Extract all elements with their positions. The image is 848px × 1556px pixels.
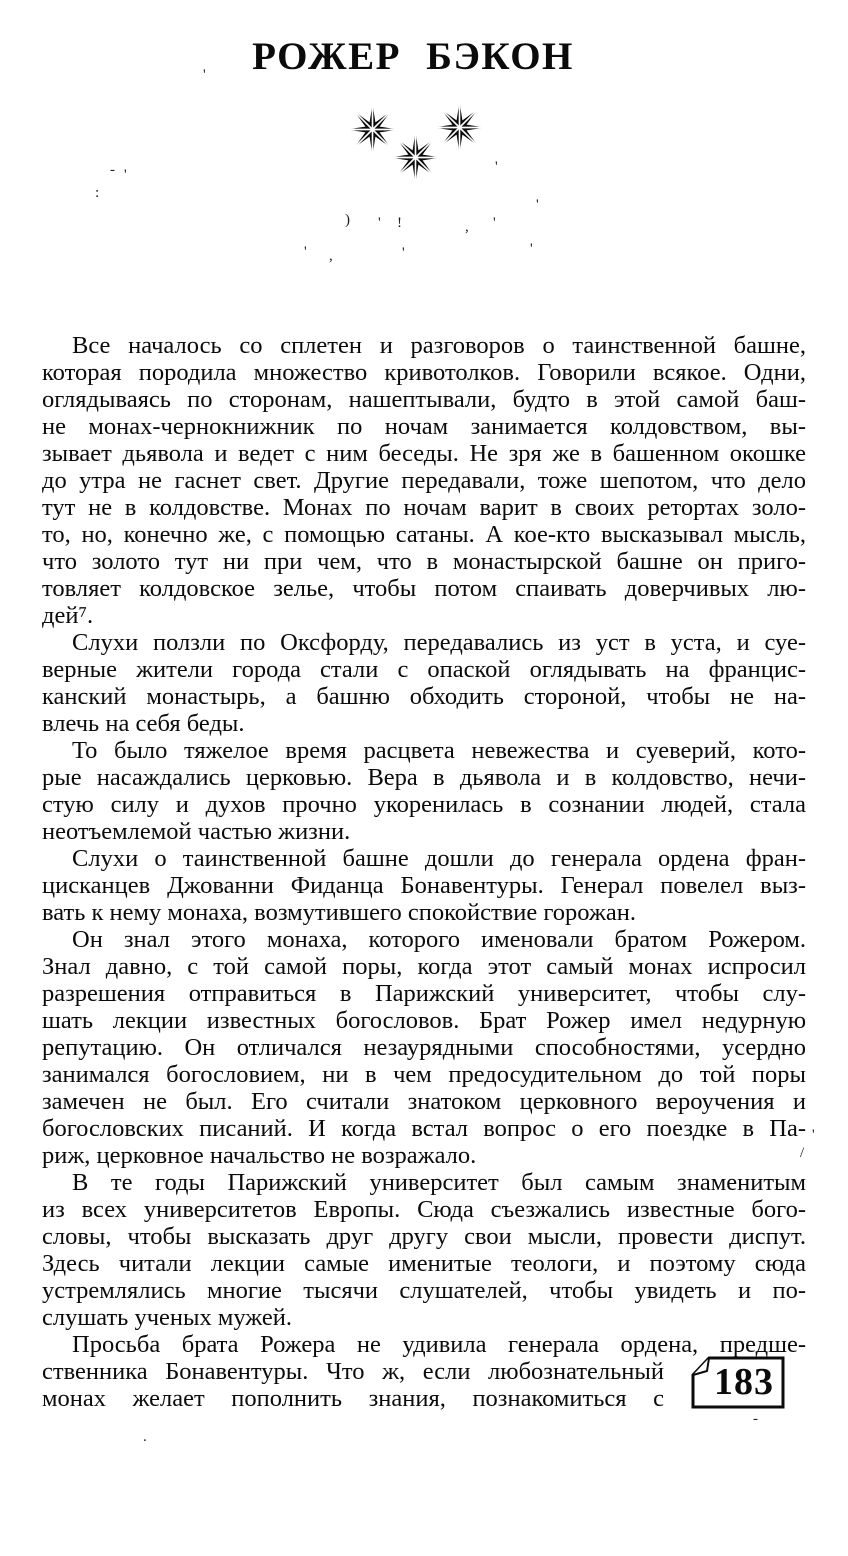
text-line: то, но, конечно же, с помощью сатаны. А кое-кто высказывал мысль, <box>42 521 806 548</box>
text-line: канский монастырь, а башню обходить стороной, чтобы не на- <box>42 683 806 710</box>
text-line: рые насаждались церковью. Вера в дьявола и в колдовство, нечи- <box>42 764 806 791</box>
text-line: риж, церковное начальство не возражало. <box>42 1142 477 1169</box>
text-line: репутацию. Он отличался незаурядными способностями, усердно <box>42 1034 806 1061</box>
text-line: Просьба брата Рожера не удивила генерала ордена, предше- <box>72 1331 806 1358</box>
text-line: дей⁷. <box>42 602 94 629</box>
scan-speck: ' <box>495 159 498 175</box>
text-line: разрешения отправиться в Парижский университет, чтобы слу- <box>42 980 806 1007</box>
paragraph <box>42 926 806 1169</box>
text-line: вать к нему монаха, возмутившего спокойствие горожан. <box>42 899 636 926</box>
page-number-box <box>690 1356 786 1410</box>
scan-speck: ' <box>530 241 533 257</box>
text-line: В те годы Парижский университет был самым знаменитым <box>72 1169 806 1196</box>
paragraph <box>42 629 806 737</box>
text-line: зывает дьявола и ведет с ним беседы. Не зря же в башенном окошке <box>42 440 806 467</box>
scan-speck: ) <box>345 212 350 228</box>
text-line: Все началось со сплетен и разговоров о таинственной башне, <box>72 332 806 359</box>
text-line: занимался богословием, ни в чем предосудительном до той поры <box>42 1061 806 1088</box>
text-line: Он знал этого монаха, которого именовали братом Рожером. <box>72 926 806 953</box>
eight-pointed-star-icon <box>389 131 442 184</box>
text-line: цисканцев Джованни Фиданца Бонавентуры. Генерал повелел выз- <box>42 872 806 899</box>
scan-speck: ' <box>304 244 307 260</box>
page-number: 183 <box>714 1361 774 1403</box>
paragraph <box>42 332 806 629</box>
scan-speck: ' <box>402 245 405 261</box>
text-line: которая породила множество кривотолков. Говорили всякое. Одни, <box>42 359 806 386</box>
scan-speck: : <box>95 185 100 201</box>
scan-speck: ' <box>203 67 206 83</box>
scan-speck: ' <box>493 215 496 231</box>
scan-speck: ' <box>124 167 127 183</box>
paragraph <box>42 737 806 845</box>
text-line: ственника Бонавентуры. Что ж, если любознательный <box>42 1358 664 1385</box>
text-line: богословских писаний. И когда встал вопрос о его поездке в Па- <box>42 1115 806 1142</box>
text-line: стую силу и духов прочно укоренилась в сознании людей, стала <box>42 791 806 818</box>
paragraph <box>42 1169 806 1331</box>
text-line: товляет колдовское зелье, чтобы потом спаивать доверчивых лю- <box>42 575 806 602</box>
scan-speck: . <box>143 1429 147 1445</box>
text-line: слушать ученых мужей. <box>42 1304 293 1331</box>
star-ornament <box>0 0 848 200</box>
text-line: Здесь читали лекции самые именитые теологи, и поэтому сюда <box>42 1250 806 1277</box>
text-line: замечен не был. Его считали знатоком церковного вероучения и <box>42 1088 806 1115</box>
scan-speck: ' <box>378 215 381 231</box>
paragraph <box>42 845 806 926</box>
text-line: шать лекции известных богословов. Брат Рожер имел недурную <box>42 1007 806 1034</box>
text-line: Слухи о таинственной башне дошли до генерала ордена фран- <box>72 845 806 872</box>
scan-speck: - <box>753 1411 758 1427</box>
text-line: словы, чтобы высказать друг другу свои мысли, провести диспут. <box>42 1223 806 1250</box>
text-line: что золото тут ни при чем, что в монастырской башне он приго- <box>42 548 806 575</box>
text-line: верные жители города стали с опаской оглядывать на францис- <box>42 656 806 683</box>
page-title: РОЖЕР БЭКОН <box>252 35 574 78</box>
scan-speck: , <box>465 219 469 235</box>
text-line: тут не в колдовстве. Монах по ночам варит в своих ретортах золо- <box>42 494 806 521</box>
text-line: Знал давно, с той самой поры, когда этот самый монах испросил <box>42 953 806 980</box>
text-line: до утра не гаснет свет. Другие передавали, тоже шепотом, что дело <box>42 467 806 494</box>
scan-speck: - <box>110 162 115 178</box>
text-line: из всех университетов Европы. Сюда съезжались известные бого- <box>42 1196 806 1223</box>
text-line: устремлялись многие тысячи слушателей, чтобы увидеть и по- <box>42 1277 806 1304</box>
scan-speck: ! <box>397 215 402 231</box>
scan-speck: , <box>329 248 333 264</box>
scan-speck: ' <box>812 1127 815 1143</box>
text-line: не монах-чернокнижник по ночам занимается колдовством, вы- <box>42 413 806 440</box>
scan-speck: ' <box>536 197 539 213</box>
text-line: Слухи ползли по Оксфорду, передавались из уст в уста, и суе- <box>72 629 806 656</box>
text-line: монах желает пополнить знания, познакомиться с <box>42 1385 664 1412</box>
text-line: То было тяжелое время расцвета невежества и суеверий, кото- <box>72 737 806 764</box>
text-line: неотъемлемой частью жизни. <box>42 818 351 845</box>
text-line: влечь на себя беды. <box>42 710 245 737</box>
body-text <box>42 332 806 1412</box>
text-line: оглядываясь по сторонам, нашептывали, будто в этой самой баш- <box>42 386 806 413</box>
scan-speck: / <box>800 1145 805 1161</box>
